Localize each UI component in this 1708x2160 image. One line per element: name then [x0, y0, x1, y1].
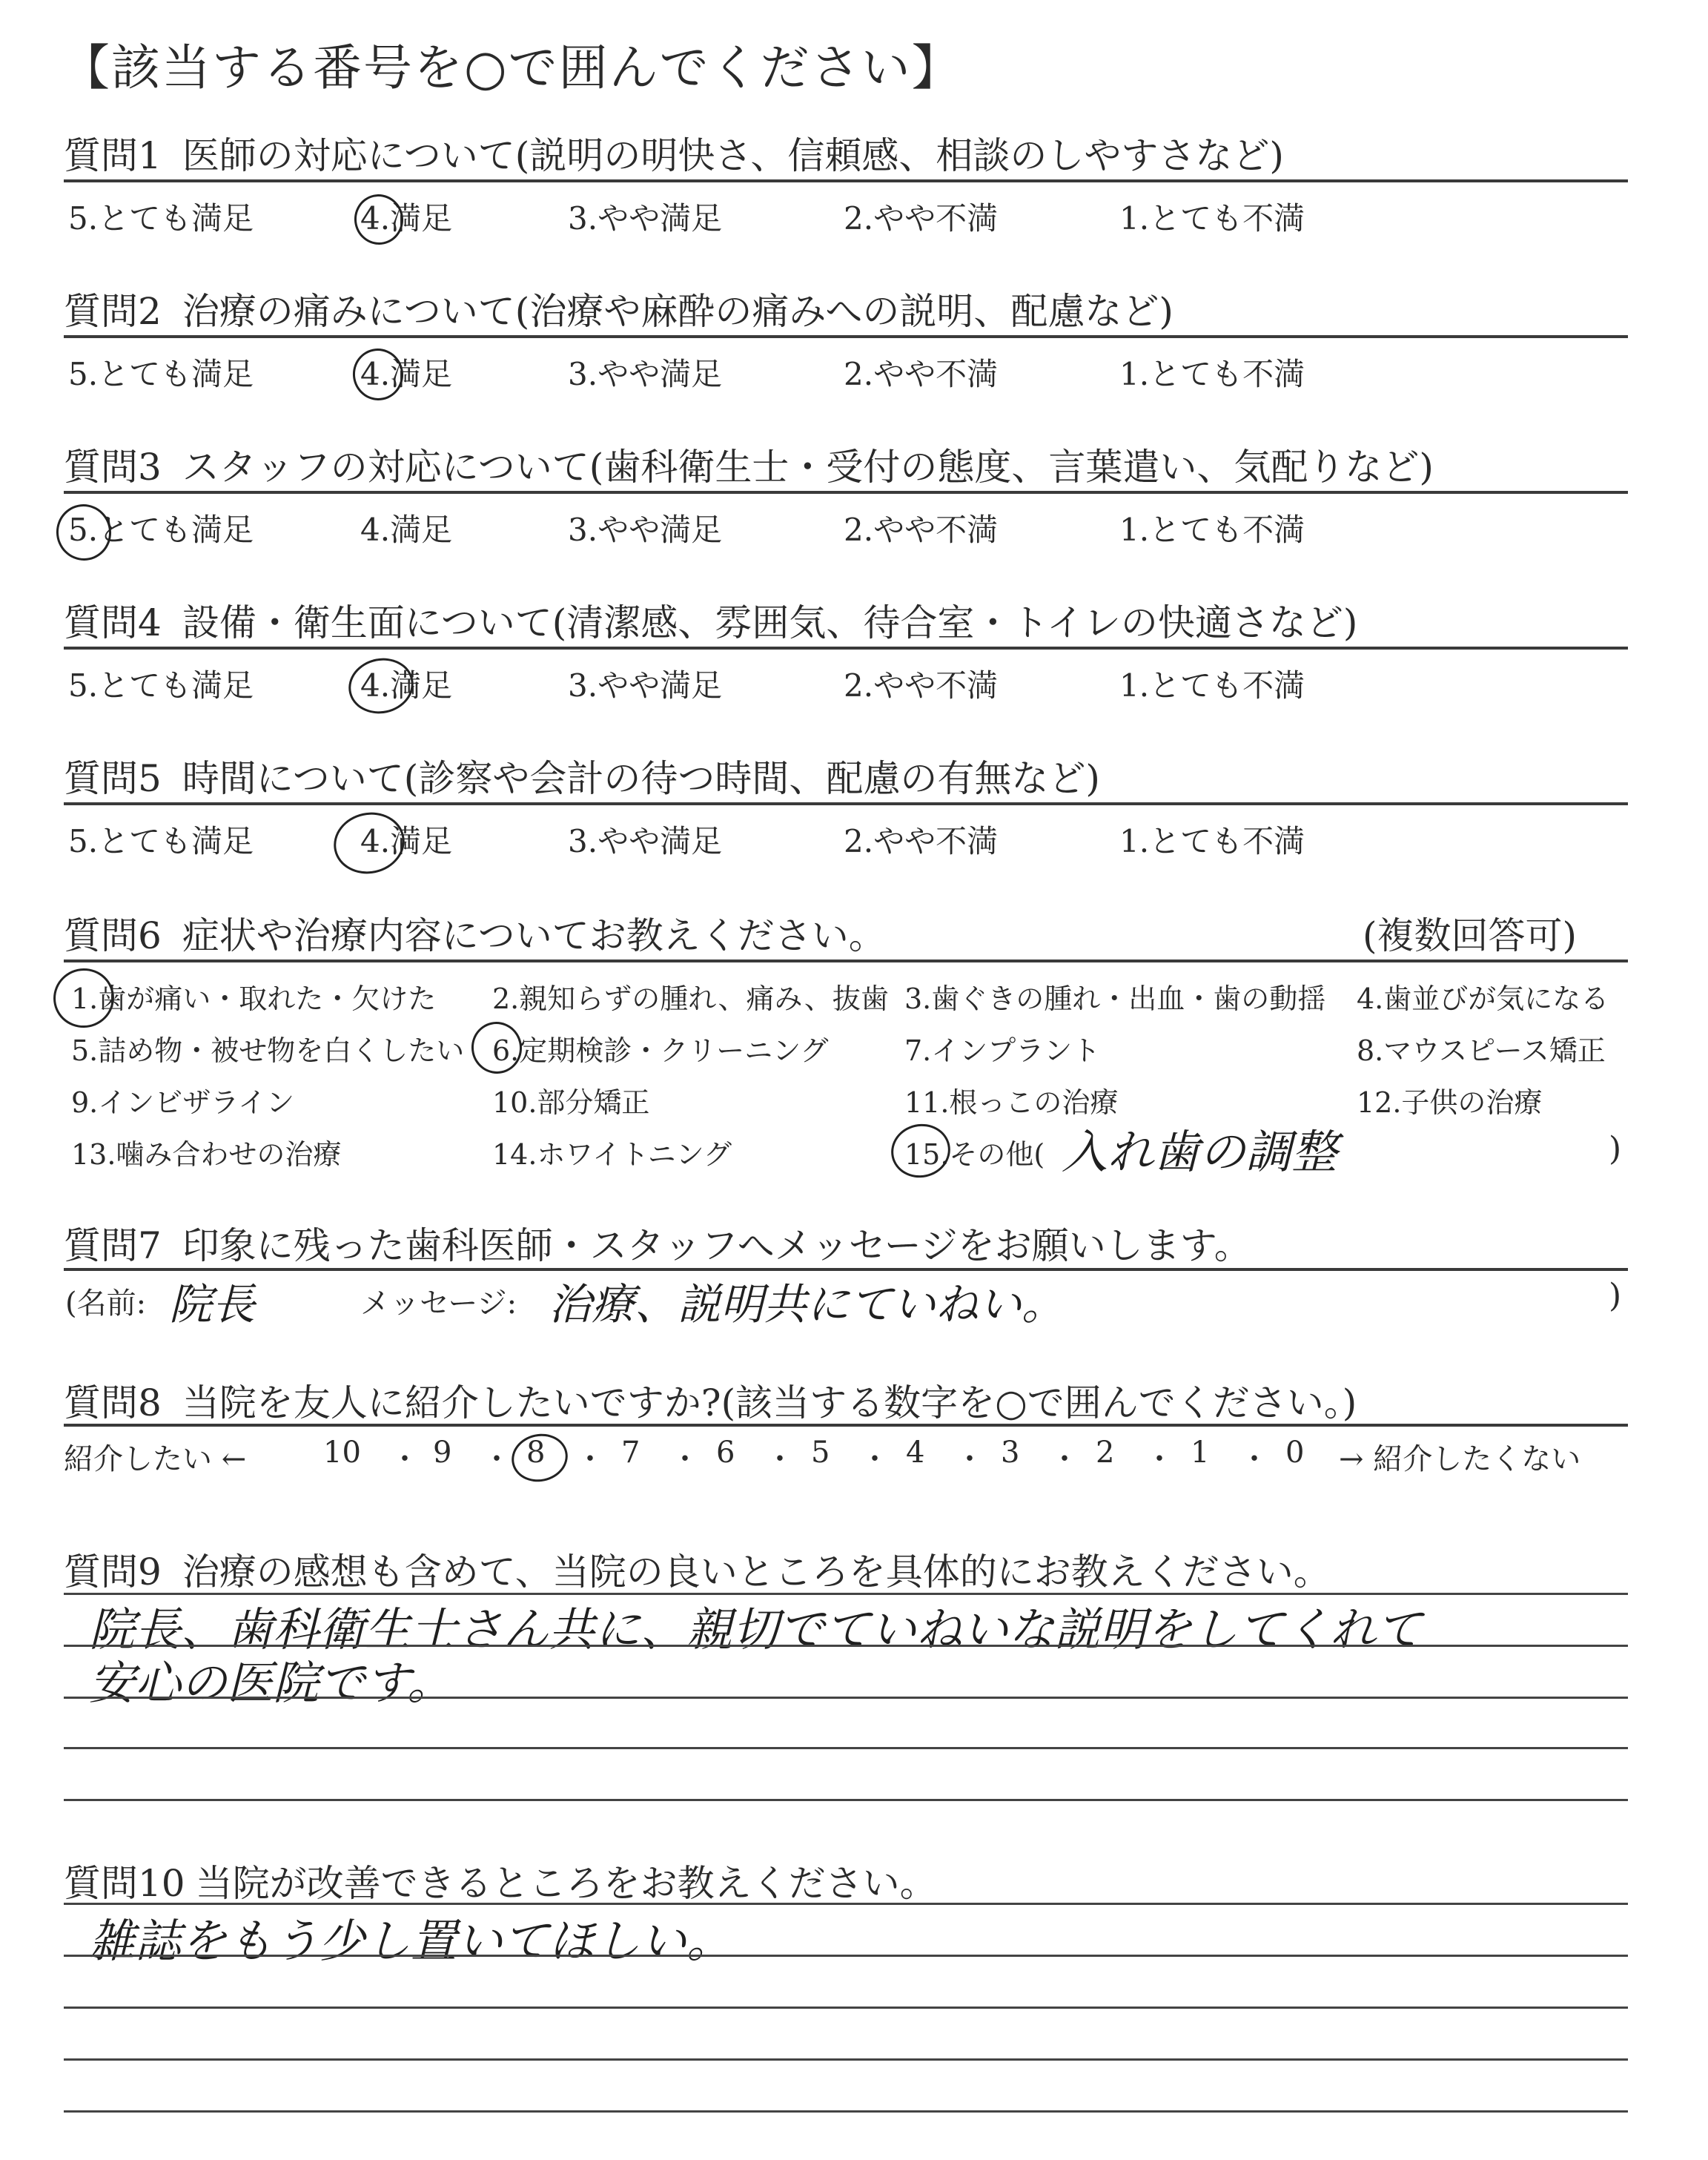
- question-7-number: 質問7: [64, 1224, 162, 1267]
- q6-item-5[interactable]: 5.詰め物・被せ物を白くしたい: [71, 1034, 465, 1067]
- q3-option-4[interactable]: 4.満足: [360, 512, 453, 548]
- question-4: [64, 593, 1357, 647]
- q7-message-label: メッセージ:: [360, 1287, 517, 1321]
- question-5: [64, 749, 1100, 802]
- question-2-rule: [64, 335, 1628, 338]
- form-title: 【該当する番号を○で囲んでください】: [61, 39, 962, 96]
- q6-item-7[interactable]: 7.インプラント: [904, 1034, 1101, 1067]
- q4-option-5[interactable]: 5.とても満足: [68, 667, 254, 704]
- q10-line-2: [64, 1955, 1628, 1957]
- q8-dot: ・: [575, 1442, 605, 1476]
- q8-dot: ・: [482, 1442, 512, 1476]
- q6-item-2[interactable]: 2.親知らずの腫れ、痛み、抜歯: [492, 982, 889, 1015]
- q5-option-3[interactable]: 3.やや満足: [568, 823, 723, 859]
- q6-item-8[interactable]: 8.マウスピース矯正: [1357, 1034, 1606, 1067]
- q8-scale-1[interactable]: 1: [1191, 1436, 1210, 1470]
- question-3-number: 質問3: [64, 446, 162, 489]
- q8-scale-3[interactable]: 3: [1001, 1436, 1020, 1470]
- question-5-number: 質問5: [64, 757, 162, 800]
- q7-close: ): [1609, 1277, 1622, 1315]
- question-8: [64, 1373, 1357, 1427]
- q2-option-4[interactable]: 4.満足: [360, 356, 453, 392]
- q6-item-12[interactable]: 12.子供の治療: [1357, 1086, 1543, 1119]
- q2-option-2[interactable]: 2.やや不満: [844, 356, 999, 392]
- question-9: [64, 1542, 1331, 1596]
- q9-line-5: [64, 1799, 1628, 1801]
- q10-line-5: [64, 2110, 1628, 2113]
- q3-option-5[interactable]: 5.とても満足: [68, 512, 254, 548]
- q3-option-1[interactable]: 1.とても不満: [1119, 512, 1305, 548]
- q10-answer-line-1[interactable]: 雑誌をもう少し置いてほしい。: [89, 1914, 733, 1968]
- question-1-text: 医師の対応について(説明の明快さ、信頼感、相談のしやすさなど): [182, 134, 1284, 177]
- q9-line-4: [64, 1747, 1628, 1749]
- q6-other-close: ): [1609, 1130, 1622, 1168]
- q6-item-10[interactable]: 10.部分矯正: [492, 1086, 650, 1119]
- question-6-rule: [64, 960, 1628, 962]
- question-8-text: 当院を友人に紹介したいですか?(該当する数字を○で囲んでください。): [182, 1381, 1357, 1424]
- question-1-rule: [64, 179, 1628, 182]
- question-8-number: 質問8: [64, 1381, 162, 1424]
- question-10-number: 質問10: [64, 1862, 185, 1905]
- q8-dot: ・: [1050, 1442, 1079, 1476]
- q2-option-1[interactable]: 1.とても不満: [1119, 356, 1305, 392]
- question-8-rule: [64, 1424, 1628, 1427]
- q8-left-label: 紹介したい ←: [64, 1442, 247, 1476]
- q8-scale-6[interactable]: 6: [716, 1436, 735, 1470]
- q8-dot: ・: [390, 1442, 420, 1476]
- q6-item-1[interactable]: 1.歯が痛い・取れた・欠けた: [71, 982, 437, 1015]
- question-3: [64, 437, 1434, 491]
- q1-option-5[interactable]: 5.とても満足: [68, 200, 254, 237]
- q7-message-value[interactable]: 治療、説明共にていねい。: [549, 1279, 1065, 1330]
- q8-dot: ・: [860, 1442, 890, 1476]
- q1-option-2[interactable]: 2.やや不満: [844, 200, 999, 237]
- q8-right-label: → 紹介したくない: [1339, 1442, 1581, 1476]
- question-6-number: 質問6: [64, 914, 162, 957]
- q8-scale-10[interactable]: 10: [323, 1436, 361, 1470]
- q6-item-9[interactable]: 9.インビザライン: [71, 1086, 295, 1119]
- question-10-text: 当院が改善できるところをお教えください。: [195, 1862, 937, 1905]
- q8-dot: ・: [670, 1442, 700, 1476]
- q8-scale-8[interactable]: 8: [526, 1436, 546, 1470]
- q6-item-13[interactable]: 13.噛み合わせの治療: [71, 1138, 342, 1171]
- q5-option-5[interactable]: 5.とても満足: [68, 823, 254, 859]
- question-4-text: 設備・衛生面について(清潔感、雰囲気、待合室・トイレの快適さなど): [182, 601, 1358, 644]
- q1-option-3[interactable]: 3.やや満足: [568, 200, 723, 237]
- q7-name-label: (名前:: [65, 1287, 147, 1321]
- question-6-text: 症状や治療内容についてお教えください。: [182, 914, 886, 957]
- question-4-rule: [64, 647, 1628, 650]
- q4-option-1[interactable]: 1.とても不満: [1119, 667, 1305, 704]
- q9-line-3: [64, 1697, 1628, 1699]
- q1-option-1[interactable]: 1.とても不満: [1119, 200, 1305, 237]
- question-3-text: スタッフの対応について(歯科衛生士・受付の態度、言葉遣い、気配りなど): [182, 446, 1434, 489]
- question-5-text: 時間について(診察や会計の待つ時間、配慮の有無など): [182, 757, 1100, 800]
- q2-option-3[interactable]: 3.やや満足: [568, 356, 723, 392]
- q6-item-6[interactable]: 6.定期検診・クリーニング: [492, 1034, 829, 1067]
- q4-option-3[interactable]: 3.やや満足: [568, 667, 723, 704]
- q10-line-3: [64, 2007, 1628, 2009]
- q8-scale-4[interactable]: 4: [906, 1436, 925, 1470]
- q6-item-15[interactable]: 15.その他(: [904, 1138, 1045, 1171]
- q8-dot: ・: [1239, 1442, 1269, 1476]
- question-2-number: 質問2: [64, 290, 162, 333]
- question-9-number: 質問9: [64, 1550, 162, 1593]
- question-2-text: 治療の痛みについて(治療や麻酔の痛みへの説明、配慮など): [182, 290, 1174, 333]
- q8-scale-9[interactable]: 9: [433, 1436, 452, 1470]
- q8-scale-0[interactable]: 0: [1285, 1436, 1305, 1470]
- q9-answer-line-2[interactable]: 安心の医院です。: [89, 1656, 454, 1710]
- question-5-rule: [64, 802, 1628, 805]
- question-1-number: 質問1: [64, 134, 162, 177]
- q6-other-answer: 入れ歯の調整: [1062, 1125, 1338, 1179]
- question-10: [64, 1854, 937, 1907]
- q3-option-3[interactable]: 3.やや満足: [568, 512, 723, 548]
- q6-item-11[interactable]: 11.根っこの治療: [904, 1086, 1119, 1119]
- question-7: [64, 1216, 1251, 1269]
- q10-line-4: [64, 2058, 1628, 2061]
- q8-scale-7[interactable]: 7: [621, 1436, 640, 1470]
- q9-answer-line-1[interactable]: 院長、歯科衛生士さん共に、親切でていねいな説明をしてくれて: [89, 1602, 1423, 1657]
- question-6-note: (複数回答可): [1363, 914, 1578, 957]
- question-9-text: 治療の感想も含めて、当院の良いところを具体的にお教えください。: [182, 1550, 1331, 1593]
- q8-dot: ・: [955, 1442, 984, 1476]
- q1-option-4[interactable]: 4.満足: [360, 200, 453, 237]
- q3-option-2[interactable]: 2.やや不満: [844, 512, 999, 548]
- q4-option-2[interactable]: 2.やや不満: [844, 667, 999, 704]
- q4-option-4[interactable]: 4.満足: [360, 667, 453, 704]
- q7-name-value[interactable]: 院長: [169, 1279, 256, 1330]
- question-7-text: 印象に残った歯科医師・スタッフへメッセージをお願いします。: [182, 1224, 1251, 1267]
- q5-option-4[interactable]: 4.満足: [360, 823, 453, 859]
- q8-dot: ・: [1145, 1442, 1174, 1476]
- q6-item-14[interactable]: 14.ホワイトニング: [492, 1138, 732, 1171]
- q8-dot: ・: [765, 1442, 795, 1476]
- q8-scale-5[interactable]: 5: [811, 1436, 830, 1470]
- q6-item-4[interactable]: 4.歯並びが気になる: [1357, 982, 1609, 1015]
- question-6: [64, 906, 886, 960]
- question-3-rule: [64, 491, 1628, 494]
- question-1: [64, 126, 1284, 179]
- q5-option-2[interactable]: 2.やや不満: [844, 823, 999, 859]
- q8-scale-2[interactable]: 2: [1096, 1436, 1115, 1470]
- q6-item-3[interactable]: 3.歯ぐきの腫れ・出血・歯の動揺: [904, 982, 1326, 1015]
- question-4-number: 質問4: [64, 601, 162, 644]
- q5-option-1[interactable]: 1.とても不満: [1119, 823, 1305, 859]
- question-2: [64, 282, 1174, 335]
- q2-option-5[interactable]: 5.とても満足: [68, 356, 254, 392]
